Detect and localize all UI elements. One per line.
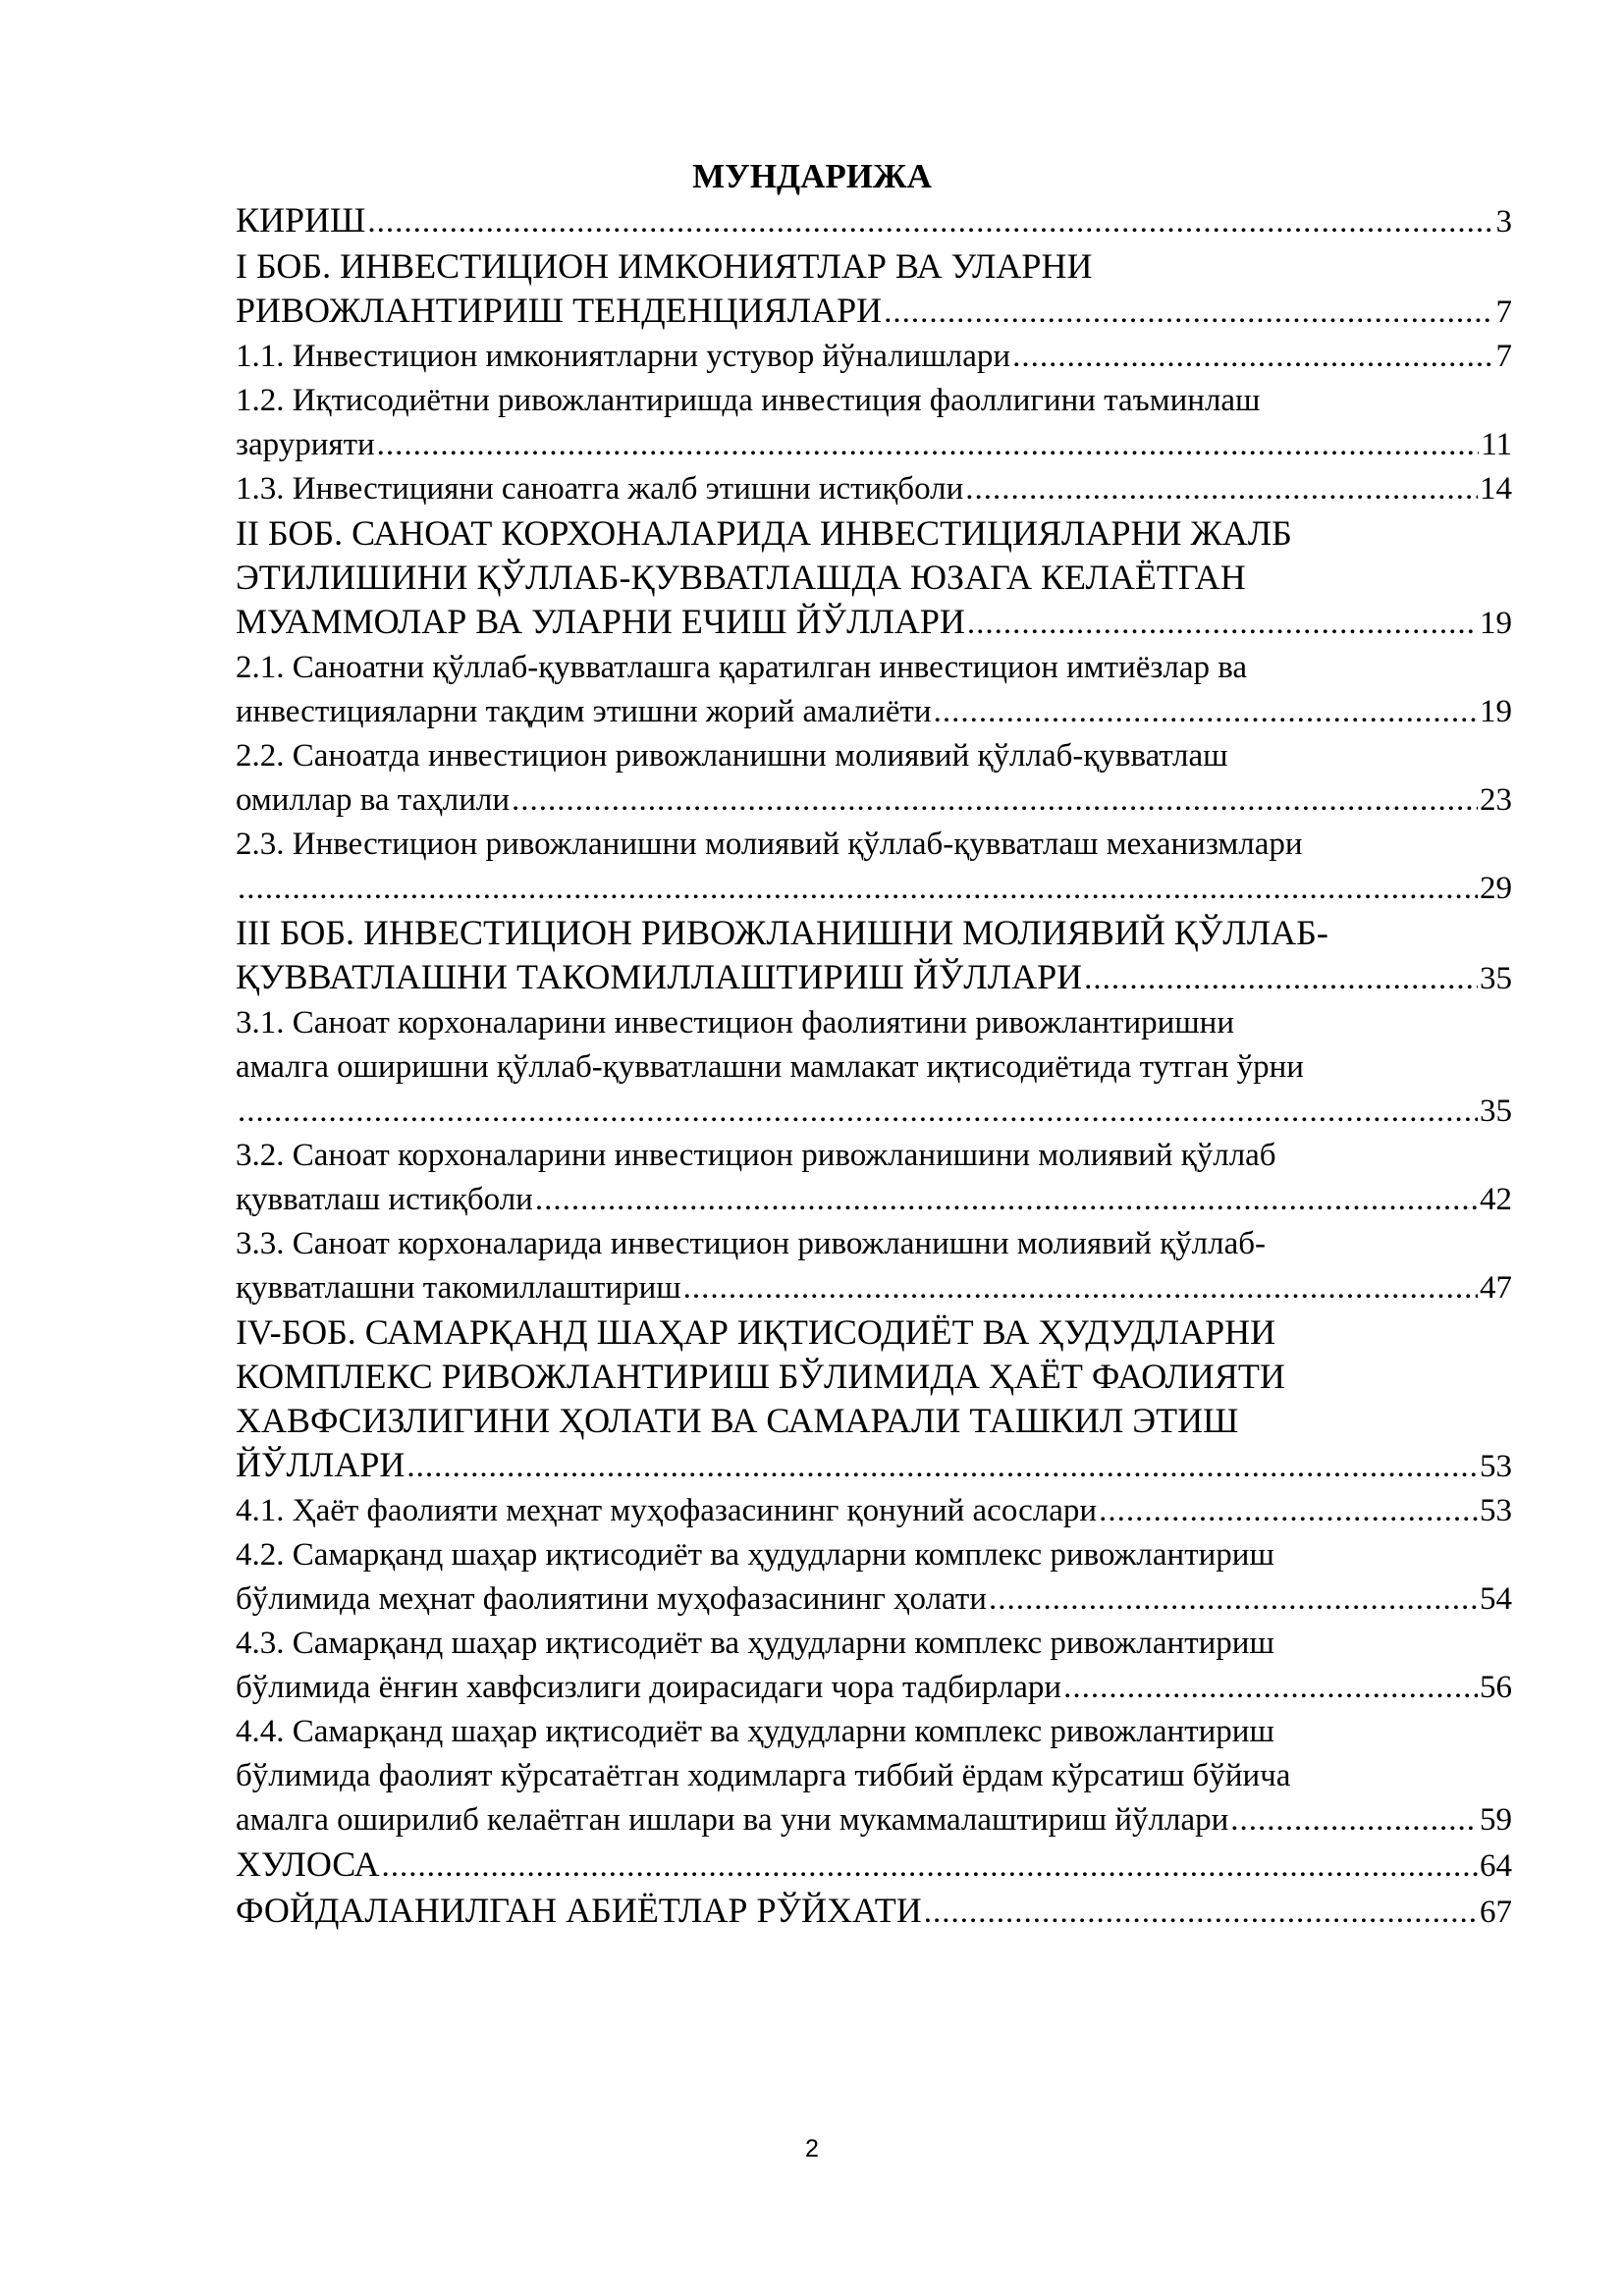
toc-page-number: 54 — [1480, 1581, 1512, 1617]
toc-entry-text: амалга оширилиб келаётган ишлари ва уни мукаммалаштириш йўллари — [236, 1802, 1229, 1838]
toc-entry-last-line — [236, 198, 1512, 244]
toc-chapter-entry[interactable] — [236, 1842, 1512, 1889]
toc-page-number: 42 — [1480, 1182, 1512, 1217]
toc-entry-text: 1.3. Инвестицияни саноатга жалб этишни истиқболи — [236, 471, 964, 507]
toc-dot-leader — [1230, 1798, 1478, 1842]
toc-entry-last-line — [236, 1266, 1512, 1310]
toc-dot-leader — [406, 1445, 1478, 1489]
toc-dot-leader — [238, 1090, 1478, 1134]
toc-entry-text: ФОЙДАЛАНИЛГАН АБИЁТЛАР РЎЙХАТИ — [236, 1891, 922, 1930]
toc-page-number: 59 — [1480, 1802, 1512, 1838]
toc-entry-text: 2.2. Саноатда инвестицион ривожланишни молиявий қўллаб-қувватлаш — [236, 738, 1228, 774]
toc-entry-text: 3.2. Саноат корхоналарини инвестицион ривожланишини молиявий қўллаб — [236, 1138, 1276, 1173]
toc-dot-leader — [683, 1266, 1478, 1310]
toc-entry-last-line — [236, 867, 1512, 911]
toc-dot-leader — [382, 1844, 1479, 1889]
toc-section-entry[interactable] — [236, 1001, 1512, 1134]
toc-entry-text: ХАВФСИЗЛИГИНИ ҲОЛАТИ ВА САМАРАЛИ ТАШКИЛ ЭТИШ — [236, 1401, 1239, 1440]
toc-entry-text: қувватлаш истиқболи — [236, 1182, 533, 1217]
toc-page-number: 67 — [1480, 1895, 1512, 1930]
toc-dot-leader — [512, 778, 1478, 823]
toc-entry-last-line — [236, 423, 1512, 467]
toc-entry-text: зарурияти — [236, 427, 375, 462]
toc-page-number: 53 — [1480, 1449, 1512, 1484]
toc-page-number: 56 — [1480, 1670, 1512, 1705]
toc-section-entry[interactable] — [236, 467, 1512, 511]
toc-entry-text: IV-БОБ. САМАРҚАНД ШАҲАР ИҚТИСОДИЁТ ВА ҲУДУДЛАРНИ — [236, 1312, 1276, 1352]
toc-entry-text: 1.2. Иқтисодиётни ривожлантиришда инвестиция фаоллигини таъминлаш — [236, 383, 1261, 418]
toc-entry-text: 4.3. Самарқанд шаҳар иқтисодиёт ва ҳудудларни комплекс ривожлантириш — [236, 1626, 1274, 1661]
toc-entry-last-line — [236, 1090, 1512, 1134]
toc-dot-leader — [1063, 1666, 1478, 1710]
toc-entry-text: III БОБ. ИНВЕСТИЦИОН РИВОЖЛАНИШНИ МОЛИЯВИЙ ҚЎЛЛАБ- — [236, 913, 1328, 952]
toc-chapter-entry[interactable] — [236, 244, 1512, 335]
toc-entry-last-line — [236, 778, 1512, 823]
toc-entry-last-line — [236, 955, 1512, 1001]
toc-dot-leader — [934, 690, 1478, 734]
toc-page-number: 35 — [1480, 1094, 1512, 1129]
toc-entry-last-line — [236, 1666, 1512, 1710]
toc-entry-last-line — [236, 335, 1512, 379]
page-number: 2 — [805, 2135, 819, 2163]
toc-entry-text: 4.4. Самарқанд шаҳар иқтисодиёт ва ҳудудларни комплекс ривожлантириш — [236, 1714, 1274, 1749]
toc-entry-text: инвестицияларни тақдим этишни жорий амалиёти — [236, 694, 932, 729]
toc-page-number: 29 — [1480, 871, 1512, 906]
toc-section-entry[interactable] — [236, 379, 1512, 467]
toc-dot-leader — [238, 867, 1478, 911]
toc-entry-text: МУАММОЛАР ВА УЛАРНИ ЕЧИШ ЙЎЛЛАРИ — [236, 602, 965, 641]
toc-entry-text: қувватлашни такомиллаштириш — [236, 1270, 681, 1306]
toc-entry-last-line — [236, 690, 1512, 734]
toc-dot-leader — [1084, 957, 1478, 1001]
toc-chapter-entry[interactable] — [236, 1310, 1512, 1489]
toc-chapter-entry[interactable] — [236, 511, 1512, 646]
toc-dot-leader — [989, 1577, 1478, 1622]
toc-entry-last-line — [236, 467, 1512, 511]
toc-entry-last-line — [236, 1178, 1512, 1222]
toc-entry-text: II БОБ. САНОАТ КОРХОНАЛАРИДА ИНВЕСТИЦИЯЛАРНИ ЖАЛБ — [236, 513, 1292, 553]
toc-page-number: 19 — [1480, 694, 1512, 729]
toc-entry-text: бўлимида меҳнат фаолиятини муҳофазасининг ҳолати — [236, 1581, 987, 1617]
toc-entry-text: ҚУВВАТЛАШНИ ТАКОМИЛЛАШТИРИШ ЙЎЛЛАРИ — [236, 957, 1083, 996]
toc-section-entry[interactable] — [236, 734, 1512, 823]
toc-entry-text: 4.2. Самарқанд шаҳар иқтисодиёт ва ҳудудларни комплекс ривожлантириш — [236, 1537, 1274, 1573]
toc-entry-text: омиллар ва таҳлили — [236, 782, 511, 818]
toc-page-number: 19 — [1480, 606, 1512, 641]
toc-entry-text: 2.3. Инвестицион ривожланишни молиявий қўллаб-қувватлаш механизмлари — [236, 827, 1303, 862]
page-title: МУНДАРИЖА — [692, 157, 932, 195]
toc-entry-last-line — [236, 1889, 1512, 1935]
toc-entry-last-line — [236, 600, 1512, 646]
toc-entry-last-line — [236, 1577, 1512, 1622]
toc-dot-leader — [965, 467, 1478, 511]
toc-page-number: 3 — [1495, 204, 1512, 240]
toc-section-entry[interactable] — [236, 1710, 1512, 1842]
toc-page-number: 7 — [1495, 294, 1512, 330]
toc-dot-leader — [884, 291, 1493, 335]
toc-section-entry[interactable] — [236, 1489, 1512, 1533]
toc-entry-text: амалга оширишни қўллаб-қувватлашни мамлакат иқтисодиётида тутган ўрни — [236, 1049, 1304, 1085]
toc-section-entry[interactable] — [236, 1134, 1512, 1222]
toc-entry-last-line — [236, 1842, 1512, 1889]
toc-dot-leader — [367, 200, 1493, 244]
toc-section-entry[interactable] — [236, 1622, 1512, 1710]
table-of-contents — [236, 198, 1512, 1935]
toc-section-entry[interactable] — [236, 1222, 1512, 1310]
toc-entry-last-line — [236, 1798, 1512, 1842]
toc-page-number: 47 — [1480, 1270, 1512, 1306]
toc-entry-text: 1.1. Инвестицион имкониятларни устувор йўналишлари — [236, 339, 1011, 374]
toc-entry-last-line — [236, 1489, 1512, 1533]
toc-section-entry[interactable] — [236, 646, 1512, 734]
toc-page-number: 7 — [1495, 339, 1512, 374]
toc-chapter-entry[interactable] — [236, 198, 1512, 244]
toc-chapter-entry[interactable] — [236, 1889, 1512, 1935]
toc-dot-leader — [377, 423, 1480, 467]
toc-entry-text: КИРИШ — [236, 200, 366, 240]
toc-entry-text: 2.1. Саноатни қўллаб-қувватлашга қаратилган инвестицион имтиёзлар ва — [236, 650, 1248, 685]
toc-chapter-entry[interactable] — [236, 911, 1512, 1001]
toc-dot-leader — [967, 602, 1478, 646]
toc-section-entry[interactable] — [236, 335, 1512, 379]
toc-entry-text: ХУЛОСА — [236, 1844, 380, 1884]
toc-entry-last-line — [236, 1443, 1512, 1489]
toc-entry-text: бўлимида фаолият кўрсатаётган ходимларга тиббий ёрдам кўрсатиш бўйича — [236, 1758, 1291, 1793]
toc-entry-text: 4.1. Ҳаёт фаолияти меҳнат муҳофазасининг қонуний асослари — [236, 1493, 1098, 1528]
toc-page-number: 11 — [1481, 427, 1512, 462]
toc-dot-leader — [1099, 1489, 1478, 1533]
toc-page-number: 14 — [1480, 471, 1512, 507]
toc-entry-last-line — [236, 289, 1512, 335]
toc-section-entry[interactable] — [236, 823, 1512, 911]
toc-entry-text: ЭТИЛИШИНИ ҚЎЛЛАБ-ҚУВВАТЛАШДА ЮЗАГА КЕЛАЁТГАН — [236, 558, 1246, 597]
toc-entry-text: ЙЎЛЛАРИ — [236, 1445, 406, 1484]
toc-dot-leader — [1012, 335, 1493, 379]
toc-page-number: 53 — [1480, 1493, 1512, 1528]
toc-dot-leader — [924, 1891, 1478, 1935]
toc-dot-leader — [535, 1178, 1478, 1222]
toc-entry-text: бўлимида ёнғин хавфсизлиги доирасидаги чора тадбирлари — [236, 1670, 1062, 1705]
toc-page-number: 23 — [1480, 782, 1512, 818]
toc-section-entry[interactable] — [236, 1533, 1512, 1622]
toc-page-number: 35 — [1480, 961, 1512, 996]
toc-entry-text: РИВОЖЛАНТИРИШ ТЕНДЕНЦИЯЛАРИ — [236, 291, 883, 330]
toc-entry-text: 3.3. Саноат корхоналарида инвестицион ривожланишни молиявий қўллаб- — [236, 1226, 1267, 1261]
toc-entry-text: 3.1. Саноат корхоналарини инвестицион фаолиятини ривожлантиришни — [236, 1005, 1235, 1041]
toc-entry-text: I БОБ. ИНВЕСТИЦИОН ИМКОНИЯТЛАР ВА УЛАРНИ — [236, 246, 1093, 286]
toc-page-number: 64 — [1480, 1848, 1512, 1884]
toc-entry-text: КОМПЛЕКС РИВОЖЛАНТИРИШ БЎЛИМИДА ҲАЁТ ФАОЛИЯТИ — [236, 1357, 1285, 1396]
